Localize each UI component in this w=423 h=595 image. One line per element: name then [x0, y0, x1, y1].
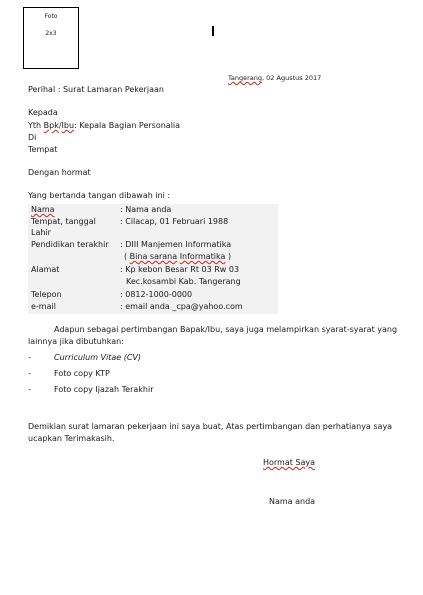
detail-nama-label: Nama: [31, 205, 55, 214]
detail-nama-value: : Nama anda: [120, 205, 172, 214]
list-bullet: -: [28, 353, 31, 362]
letter-subject: Perihal : Surat Lamaran Pekerjaan: [28, 85, 164, 94]
detail-ttl-label: Tempat, tanggal: [31, 217, 96, 226]
list-bullet: -: [28, 369, 31, 378]
detail-phone-value: : 0812-1000-0000: [120, 290, 193, 299]
detail-phone-label: Telepon: [31, 290, 62, 299]
detail-education-label: Pendidikan terakhir: [31, 240, 109, 249]
photo-label: Foto: [44, 13, 58, 20]
recipient-place: Tempat: [28, 145, 58, 154]
detail-address-label: Alamat: [31, 265, 60, 274]
closing-paragraph-2: ucapkan Terimakasih.: [28, 434, 115, 443]
signature-name: Nama anda: [269, 497, 316, 506]
detail-ttl-label-2: Lahir: [31, 228, 51, 237]
recipient-di: Di: [28, 133, 37, 142]
recipient-title: Yth Bpk/Ibu: Kepala Bagian Personalia: [28, 121, 181, 130]
list-bullet: -: [28, 385, 31, 394]
detail-education-institution: ( Bina sarana Informatika ): [124, 252, 232, 261]
list-item-cv: Curriculum Vitae (CV): [54, 353, 142, 362]
photo-size: 2x3: [45, 30, 57, 37]
detail-education-value: : DIII Manjemen Informatika: [120, 240, 232, 249]
body-paragraph: Adapun sebagai pertimbangan Bapak/Ibu, saya juga melampirkan syarat-syarat yang: [54, 325, 398, 334]
letter-date: Tangerang, 02 Agustus 2017: [228, 74, 322, 82]
body-paragraph-2: lainnya jika dibutuhkan:: [28, 337, 124, 346]
recipient-to: Kepada: [28, 108, 58, 117]
intro-line: Yang bertanda tangan dibawah ini :: [28, 191, 171, 200]
photo-placeholder: [23, 7, 79, 69]
greeting: Dengan hormat: [28, 168, 91, 177]
list-item-ktp: Foto copy KTP: [54, 369, 110, 378]
detail-email-value: : email anda _cpa@yahoo.com: [120, 302, 243, 311]
detail-ttl-value: : Cilacap, 01 Februari 1988: [120, 217, 229, 226]
text-cursor: [212, 26, 214, 36]
detail-email-label: e-mail: [31, 302, 56, 311]
signature-salutation: Hormat Saya: [263, 458, 316, 467]
detail-address-value-2: Kec.kosambi Kab. Tangerang: [126, 277, 241, 286]
closing-paragraph: Demikian surat lamaran pekerjaan ini saya buat, Atas pertimbangan dan perhatianya saya: [28, 422, 393, 431]
detail-address-value: : Kp kebon Besar Rt 03 Rw 03: [120, 265, 240, 274]
list-item-ijazah: Foto copy Ijazah Terakhir: [54, 385, 154, 394]
